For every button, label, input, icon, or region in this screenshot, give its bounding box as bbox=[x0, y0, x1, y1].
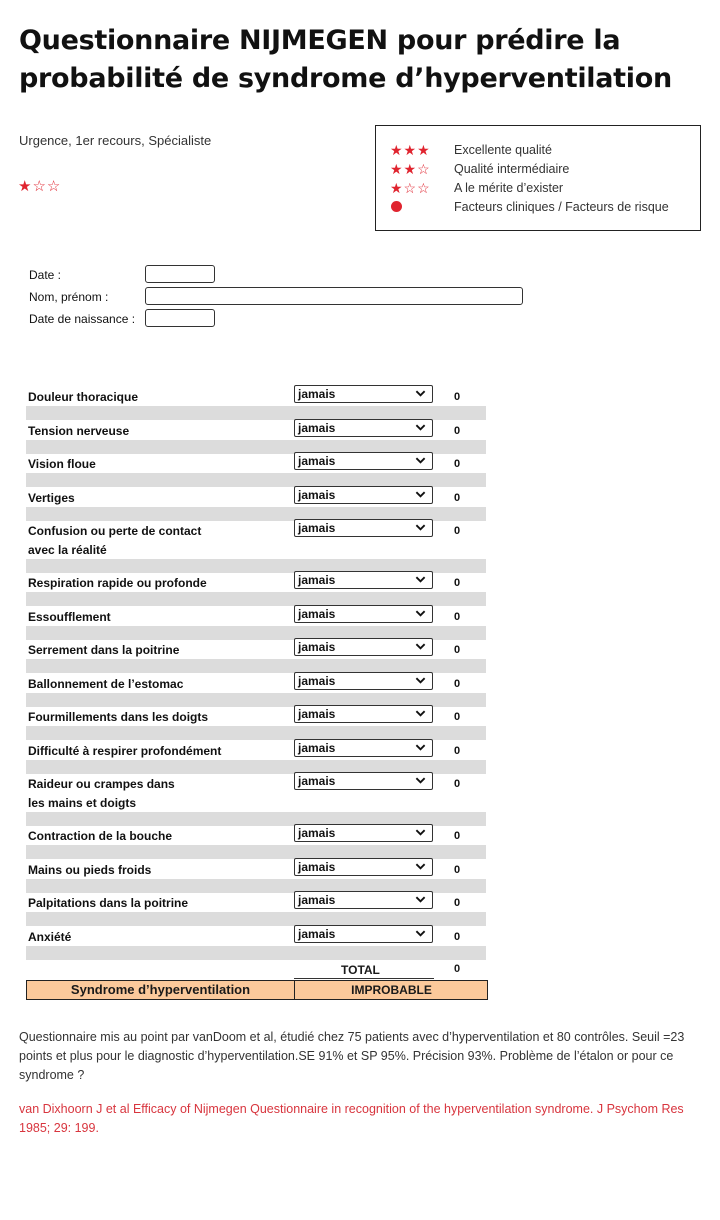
row-separator-band bbox=[26, 406, 486, 420]
chevron-down-icon bbox=[415, 775, 426, 786]
result-value: IMPROBABLE bbox=[351, 983, 432, 997]
total-divider bbox=[294, 978, 434, 979]
question-score: 0 bbox=[454, 458, 461, 470]
answer-select[interactable] bbox=[294, 772, 433, 790]
answer-selected-value: jamais bbox=[298, 741, 336, 755]
red-dot-icon bbox=[390, 199, 454, 215]
row-separator-band bbox=[26, 946, 486, 960]
answer-select[interactable] bbox=[294, 925, 433, 943]
answer-selected-value: jamais bbox=[298, 454, 336, 468]
row-separator-band bbox=[26, 473, 486, 487]
chevron-down-icon bbox=[415, 641, 426, 652]
question-score: 0 bbox=[454, 778, 461, 790]
answer-select[interactable] bbox=[294, 638, 433, 656]
question-label: Palpitations dans la poitrine bbox=[28, 896, 189, 910]
answer-select[interactable] bbox=[294, 739, 433, 757]
answer-select[interactable] bbox=[294, 519, 433, 537]
chevron-down-icon bbox=[415, 608, 426, 619]
question-label: Essoufflement bbox=[28, 610, 111, 624]
question-label: Difficulté à respirer profondément bbox=[28, 744, 222, 758]
answer-selected-value: jamais bbox=[298, 927, 336, 941]
answer-select[interactable] bbox=[294, 672, 433, 690]
answer-select[interactable] bbox=[294, 452, 433, 470]
audience-subtitle: Urgence, 1er recours, Spécialiste bbox=[19, 133, 212, 148]
name-label: Nom, prénom : bbox=[29, 290, 109, 304]
question-score: 0 bbox=[454, 525, 461, 537]
chevron-down-icon bbox=[415, 574, 426, 585]
question-score: 0 bbox=[454, 711, 461, 723]
birthdate-field[interactable] bbox=[145, 309, 215, 327]
answer-selected-value: jamais bbox=[298, 607, 336, 621]
answer-selected-value: jamais bbox=[298, 640, 336, 654]
name-field[interactable] bbox=[145, 287, 523, 305]
question-label: Tension nerveuse bbox=[28, 424, 130, 438]
answer-select[interactable] bbox=[294, 571, 433, 589]
chevron-down-icon bbox=[415, 675, 426, 686]
page-title: Questionnaire NIJMEGEN pour prédire la probabilité de syndrome d’hyperventilation bbox=[19, 25, 672, 94]
legend-text: A le mérite d’exister bbox=[454, 181, 564, 195]
answer-selected-value: jamais bbox=[298, 387, 336, 401]
answer-selected-value: jamais bbox=[298, 573, 336, 587]
question-score: 0 bbox=[454, 864, 461, 876]
two-star-icon: ★★☆ bbox=[390, 160, 431, 177]
answer-select[interactable] bbox=[294, 705, 433, 723]
chevron-down-icon bbox=[415, 522, 426, 533]
answer-selected-value: jamais bbox=[298, 488, 336, 502]
question-label: Mains ou pieds froids bbox=[28, 863, 152, 877]
answer-selected-value: jamais bbox=[298, 826, 336, 840]
answer-selected-value: jamais bbox=[298, 521, 336, 535]
birthdate-label: Date de naissance : bbox=[29, 312, 136, 326]
legend-row-intermediate bbox=[390, 160, 569, 178]
question-label: Vision floue bbox=[28, 457, 96, 471]
answer-selected-value: jamais bbox=[298, 707, 336, 721]
question-score: 0 bbox=[454, 391, 461, 403]
chevron-down-icon bbox=[415, 928, 426, 939]
answer-select[interactable] bbox=[294, 419, 433, 437]
legend-text: Facteurs cliniques / Facteurs de risque bbox=[454, 200, 669, 214]
answer-select[interactable] bbox=[294, 858, 433, 876]
row-separator-band bbox=[26, 845, 486, 859]
quality-legend bbox=[375, 125, 701, 231]
legend-row-merit bbox=[390, 179, 563, 197]
question-score: 0 bbox=[454, 425, 461, 437]
row-separator-band bbox=[26, 726, 486, 740]
chevron-down-icon bbox=[415, 422, 426, 433]
answer-select[interactable] bbox=[294, 486, 433, 504]
question-label: Confusion ou perte de contact avec la réalité bbox=[28, 524, 202, 557]
question-score: 0 bbox=[454, 830, 461, 842]
answer-selected-value: jamais bbox=[298, 860, 336, 874]
chevron-down-icon bbox=[415, 708, 426, 719]
question-label: Ballonnement de l’estomac bbox=[28, 677, 184, 691]
question-label: Anxiété bbox=[28, 930, 72, 944]
question-label: Vertiges bbox=[28, 491, 75, 505]
legend-text: Excellente qualité bbox=[454, 143, 552, 157]
total-score: 0 bbox=[454, 963, 461, 975]
result-label: Syndrome d’hyperventilation bbox=[27, 981, 295, 999]
total-label: TOTAL bbox=[341, 963, 380, 977]
question-label: Contraction de la bouche bbox=[28, 829, 173, 843]
answer-selected-value: jamais bbox=[298, 674, 336, 688]
three-star-icon: ★★★ bbox=[390, 141, 431, 158]
question-score: 0 bbox=[454, 644, 461, 656]
row-separator-band bbox=[26, 912, 486, 926]
legend-text: Qualité intermédiaire bbox=[454, 162, 570, 176]
question-label: Fourmillements dans les doigts bbox=[28, 710, 209, 724]
chevron-down-icon bbox=[415, 388, 426, 399]
answer-selected-value: jamais bbox=[298, 893, 336, 907]
row-separator-band bbox=[26, 592, 486, 606]
legend-row-clinical-factors bbox=[390, 198, 669, 216]
question-score: 0 bbox=[454, 745, 461, 757]
row-separator-band bbox=[26, 659, 486, 673]
quality-rating-stars: ★☆☆ bbox=[18, 178, 62, 195]
question-label: Douleur thoracique bbox=[28, 390, 139, 404]
answer-select[interactable] bbox=[294, 891, 433, 909]
answer-select[interactable] bbox=[294, 824, 433, 842]
question-score: 0 bbox=[454, 492, 461, 504]
chevron-down-icon bbox=[415, 455, 426, 466]
chevron-down-icon bbox=[415, 861, 426, 872]
question-score: 0 bbox=[454, 577, 461, 589]
legend-row-excellent bbox=[390, 141, 552, 159]
question-score: 0 bbox=[454, 678, 461, 690]
answer-selected-value: jamais bbox=[298, 421, 336, 435]
date-label: Date : bbox=[29, 268, 62, 282]
chevron-down-icon bbox=[415, 742, 426, 753]
answer-select[interactable] bbox=[294, 385, 433, 403]
one-star-icon: ★☆☆ bbox=[390, 179, 431, 196]
chevron-down-icon bbox=[415, 827, 426, 838]
question-score: 0 bbox=[454, 897, 461, 909]
chevron-down-icon bbox=[415, 894, 426, 905]
question-label: Serrement dans la poitrine bbox=[28, 643, 180, 657]
result-bar bbox=[26, 980, 488, 1000]
answer-select[interactable] bbox=[294, 605, 433, 623]
date-field[interactable] bbox=[145, 265, 215, 283]
question-label: Respiration rapide ou profonde bbox=[28, 576, 207, 590]
question-score: 0 bbox=[454, 611, 461, 623]
chevron-down-icon bbox=[415, 489, 426, 500]
study-description: Questionnaire mis au point par vanDoom et al, étudié chez 75 patients avec d’hyperventilation et 80 contrôles. Seuil =23 points et plus pour le diagnostic d’hyperventilation.SE 91% et SP 95%. Précision 93%. Problème de l’étalon or pour ce syndrome ? bbox=[19, 1030, 685, 1082]
bibliographic-reference[interactable]: van Dixhoorn J et al Efficacy of Nijmegen Questionnaire in recognition of the hyperventilation syndrome. J Psychom Res 1985; 29: 199. bbox=[19, 1102, 684, 1135]
question-label: Raideur ou crampes dans les mains et doigts bbox=[28, 777, 175, 810]
answer-selected-value: jamais bbox=[298, 774, 336, 788]
question-score: 0 bbox=[454, 931, 461, 943]
